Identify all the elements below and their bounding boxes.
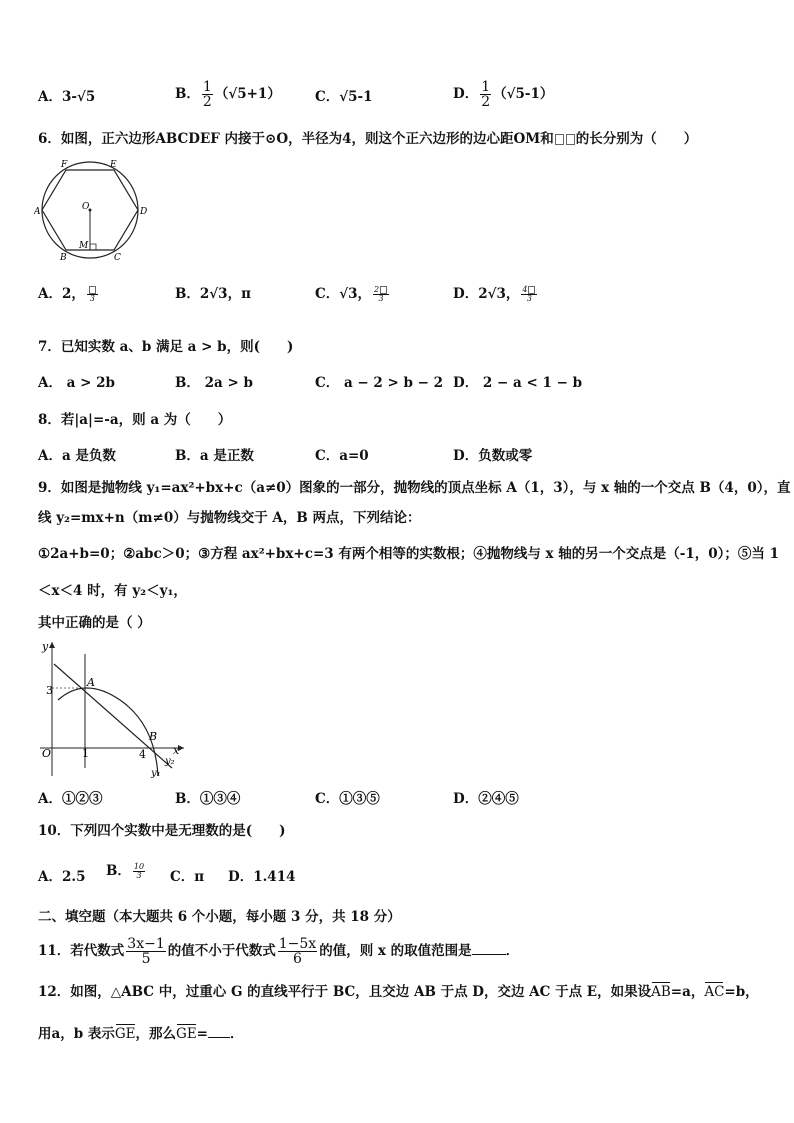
svg-text:A: A (34, 207, 41, 217)
q9-option-a[interactable]: A．①②③ (38, 791, 103, 807)
vector-ge: GE (114, 1026, 136, 1042)
vector-ab: AB (651, 984, 671, 1000)
q9-option-c[interactable]: C．①③⑤ (315, 791, 380, 807)
q11-stem: 11．若代数式 $\frac{3x-1}{5}$ 的值不小于代数式 $\frac{1-5x}{6}$ 的值，则 x 的取值范围是 ． (38, 936, 520, 967)
svg-text:F: F (61, 160, 68, 170)
q8-option-d[interactable]: D．负数或零 (453, 448, 533, 464)
q6-stem: 6．如图，正六边形ABCDEF 内接于⊙O，半径为4，则这个正六边形的边心距OM和 的长分别为（ ） (38, 131, 698, 147)
q10-option-c[interactable]: C．π (170, 869, 205, 885)
q12-stem-line2: 用a，b 表示GE，那么GE= ． (38, 1026, 244, 1042)
fraction: $\frac{3x-1}{5}$ (127, 936, 165, 967)
svg-text:y₂: y₂ (165, 756, 175, 767)
parabola-graph (34, 636, 194, 781)
svg-text:C: C (114, 253, 121, 263)
q10-option-d[interactable]: D．1.414 (228, 869, 296, 885)
q9-option-d[interactable]: D．②④⑤ (453, 791, 519, 807)
fraction: $\frac{4}{3}$ (521, 286, 537, 303)
q10-option-a[interactable]: A．2.5 (38, 869, 86, 885)
missing-glyph-icon (528, 286, 535, 294)
q5-option-d[interactable]: D． $\frac{1}{2}$ （√5-1） (453, 79, 554, 110)
svg-text:D: D (140, 207, 148, 217)
q10-stem: 10．下列四个实数中是无理数的是( ) (38, 823, 286, 839)
q10-option-b[interactable]: B． $\frac{10}{3}$ (106, 862, 145, 880)
vector-ac: AC (704, 984, 725, 1000)
svg-text:4: 4 (139, 748, 146, 761)
q8-stem: 8．若|a|=-a，则 a 为（ ） (38, 412, 232, 428)
fraction: $\frac{1-5x}{6}$ (278, 936, 317, 967)
hexagon-figure (34, 156, 154, 264)
svg-text:M: M (79, 241, 89, 251)
q6-option-d[interactable]: D．2√3， $\frac{4}{3}$ (453, 285, 539, 303)
answer-blank[interactable] (472, 942, 506, 955)
svg-text:E: E (110, 160, 117, 170)
q6-option-a[interactable]: A．2， 3 (38, 285, 100, 303)
svg-text:A: A (87, 676, 95, 689)
svg-text:1: 1 (82, 747, 89, 760)
q6-option-c[interactable]: C．√3， $\frac{2}{3}$ (315, 285, 391, 303)
svg-text:y: y (42, 640, 49, 653)
q7-option-a[interactable]: A． a > 2b (38, 375, 115, 391)
missing-glyph-icon (380, 286, 387, 294)
svg-text:O: O (82, 202, 90, 212)
svg-text:O: O (42, 747, 52, 760)
q7-stem: 7．已知实数 a、b 满足 a > b，则( ) (38, 339, 294, 355)
q6-option-b[interactable]: B．2√3，π (175, 286, 251, 302)
q5-option-b[interactable]: B． $\frac{1}{2}$ （√5+1） (175, 79, 281, 110)
q7-option-c[interactable]: C． a − 2 > b − 2 (315, 375, 444, 391)
fraction: $\frac{2}{3}$ (373, 286, 389, 303)
fraction: $\frac{1}{2}$ (202, 79, 212, 110)
fraction: $\frac{1}{2}$ (481, 79, 491, 110)
fraction: $\frac{10}{3}$ (133, 862, 145, 880)
missing-glyph-icon (555, 134, 564, 145)
svg-text:x: x (173, 744, 180, 757)
q5-option-c[interactable]: C．√5-1 (315, 89, 373, 105)
section-heading: 二、填空题（本大题共 6 个小题，每小题 3 分，共 18 分） (38, 909, 401, 925)
q8-option-a[interactable]: A．a 是负数 (38, 448, 116, 464)
q8-option-c[interactable]: C．a=0 (315, 448, 369, 464)
svg-text:B: B (60, 253, 67, 263)
q12-stem-line1: 12．如图，△ABC 中，过重心 G 的直线平行于 BC，且交边 AB 于点 D，交边 AC 于点 E，如果设AB=a，AC=b， (38, 984, 759, 1000)
svg-text:B: B (149, 730, 158, 743)
q8-option-b[interactable]: B．a 是正数 (175, 448, 254, 464)
q7-option-d[interactable]: D． 2 − a < 1 − b (453, 375, 583, 391)
q9-option-b[interactable]: B．①③④ (175, 791, 241, 807)
q5-option-a[interactable]: A．3-√5 (38, 89, 96, 105)
q9-statements-line2: ＜x＜4 时，有 y₂＜y₁， (38, 583, 187, 599)
vector-ge: GE (176, 1026, 197, 1042)
q9-stem-line2: 线 y₂=mx+n（m≠0）与抛物线交于 A，B 两点，下列结论： (38, 510, 421, 526)
missing-glyph-icon (566, 134, 575, 145)
q9-prompt: 其中正确的是（ ） (38, 615, 151, 631)
missing-glyph-icon (89, 286, 96, 294)
svg-text:y₁: y₁ (151, 768, 161, 779)
q7-option-b[interactable]: B． 2a > b (175, 375, 253, 391)
fraction: 3 (87, 286, 98, 303)
q9-stem-line1: 9．如图是抛物线 y₁=ax²+bx+c（a≠0）图象的一部分，抛物线的顶点坐标 A（1，3），与 x 轴的一个交点 B（4，0），直 (38, 480, 791, 496)
q9-statements-line1: ①2a+b=0；②abc＞0；③方程 ax²+bx+c=3 有两个相等的实数根；④抛物线与 x 轴的另一个交点是（-1，0）；⑤当 1 (38, 546, 780, 562)
svg-text:3: 3 (46, 684, 53, 697)
answer-blank[interactable] (208, 1025, 230, 1038)
